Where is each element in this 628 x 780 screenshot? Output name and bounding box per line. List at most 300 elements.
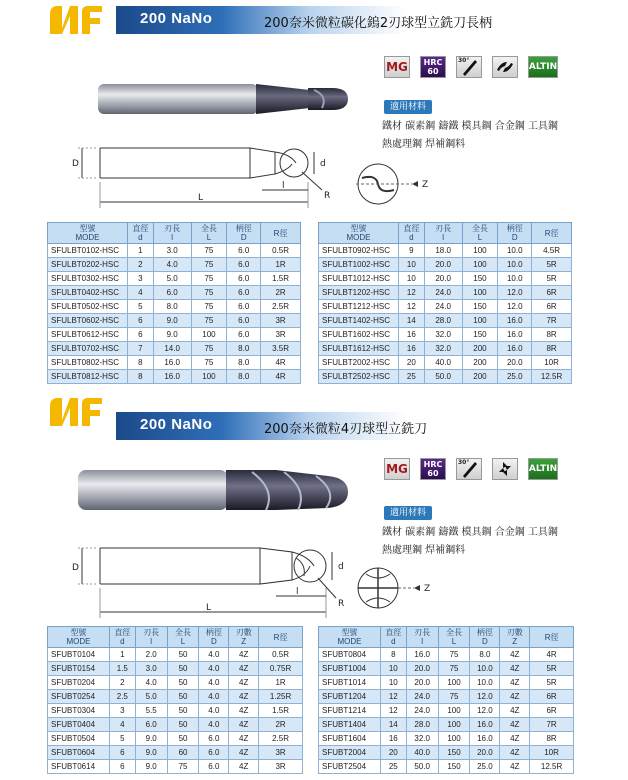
spec-cell: 1.5R <box>261 272 301 286</box>
spec-cell: 5R <box>530 662 574 676</box>
spec-cell: 16.0 <box>470 718 500 732</box>
spec-table-right <box>318 222 572 384</box>
spec-cell: 3 <box>127 272 153 286</box>
spec-cell: 75 <box>167 760 199 774</box>
table-row <box>48 272 301 286</box>
table-row <box>48 258 301 272</box>
helix-angle-icon: 30° <box>456 56 482 78</box>
spec-cell: 4 <box>109 718 135 732</box>
dim-d-label: d <box>338 562 344 572</box>
spec-cell: 100 <box>438 704 470 718</box>
spec-cell: 16.0 <box>498 328 532 342</box>
model-cell: SFUBT0254 <box>48 690 110 704</box>
spec-cell: 4.0 <box>199 718 229 732</box>
table-row <box>319 314 572 328</box>
spec-cell: 10R <box>532 356 572 370</box>
title-band <box>116 412 600 440</box>
spec-cell: 4Z <box>500 760 530 774</box>
spec-cell: 0.5R <box>259 648 303 662</box>
spec-cell: 4.0 <box>199 648 229 662</box>
brand-logo <box>48 396 104 430</box>
dim-Z-label: Z <box>424 584 431 594</box>
spec-cell: 8.0 <box>153 300 191 314</box>
column-header: 全長 L <box>167 627 199 648</box>
table-row <box>48 662 303 676</box>
table-row <box>48 718 303 732</box>
end-view-drawing <box>352 560 442 618</box>
spec-cell: 8.0 <box>470 648 500 662</box>
spec-cell: 6.0 <box>227 258 261 272</box>
model-cell: SFULBT1012-HSC <box>319 272 399 286</box>
table-row <box>319 342 572 356</box>
dim-d-label: d <box>320 159 326 169</box>
spec-cell: 75 <box>191 314 227 328</box>
mg-icon: MG <box>384 56 410 78</box>
spec-cell: 5.5 <box>135 704 167 718</box>
spec-cell: 50 <box>167 718 199 732</box>
model-cell: SFULBT0602-HSC <box>48 314 128 328</box>
table-header-row <box>48 627 303 648</box>
spec-cell: 20.0 <box>470 746 500 760</box>
column-header: 型號 MODE <box>319 223 399 244</box>
column-header: 全長 L <box>191 223 227 244</box>
spec-cell: 10.0 <box>498 258 532 272</box>
tool-drawing <box>70 138 350 210</box>
spec-cell: 16.0 <box>153 356 191 370</box>
spec-cell: 3R <box>259 760 303 774</box>
spec-cell: 4R <box>261 356 301 370</box>
apply-materials-text <box>382 118 592 154</box>
column-header: 柄徑 D <box>199 627 229 648</box>
spec-cell: 150 <box>438 760 470 774</box>
tool-photo <box>96 74 356 128</box>
model-cell: SFUBT1014 <box>319 676 381 690</box>
spec-cell: 12 <box>380 690 406 704</box>
spec-cell: 10 <box>398 272 424 286</box>
model-cell: SFUBT0604 <box>48 746 110 760</box>
spec-cell: 4.0 <box>199 662 229 676</box>
spec-cell: 4.0 <box>199 690 229 704</box>
spec-cell: 8 <box>380 648 406 662</box>
spec-cell: 6.0 <box>227 328 261 342</box>
spec-cell: 25.0 <box>470 760 500 774</box>
column-header: 型號 MODE <box>48 223 128 244</box>
spec-cell: 50 <box>167 704 199 718</box>
model-cell: SFUBT2504 <box>319 760 381 774</box>
spec-cell: 4Z <box>229 676 259 690</box>
apply-materials-label: 適用材料 <box>384 506 432 520</box>
title-band <box>116 6 600 34</box>
column-header: 柄徑 D <box>498 223 532 244</box>
table-row <box>319 746 574 760</box>
materials-line-2: 熱處理鋼 焊補鋼料 <box>382 139 466 150</box>
spec-cell: 8R <box>532 342 572 356</box>
column-header: 全長 L <box>462 223 498 244</box>
spec-cell: 75 <box>438 690 470 704</box>
spec-cell: 75 <box>191 272 227 286</box>
spec-cell: 20.0 <box>498 356 532 370</box>
table-row <box>319 356 572 370</box>
spec-cell: 6 <box>127 314 153 328</box>
spec-cell: 75 <box>191 356 227 370</box>
spec-cell: 4Z <box>229 662 259 676</box>
model-cell: SFULBT0612-HSC <box>48 328 128 342</box>
spec-cell: 40.0 <box>406 746 438 760</box>
spec-cell: 4.0 <box>199 676 229 690</box>
table-header-row <box>48 223 301 244</box>
model-cell: SFULBT1602-HSC <box>319 328 399 342</box>
table-row <box>319 704 574 718</box>
table-header-row <box>319 627 574 648</box>
model-cell: SFUBT1204 <box>319 690 381 704</box>
spec-cell: 10 <box>380 676 406 690</box>
spec-cell: 20.0 <box>424 258 462 272</box>
spec-cell: 12.0 <box>470 704 500 718</box>
spec-cell: 100 <box>462 258 498 272</box>
spec-cell: 20.0 <box>406 662 438 676</box>
spec-cell: 6.0 <box>227 272 261 286</box>
model-cell: SFUBT0204 <box>48 676 110 690</box>
table-row <box>319 676 574 690</box>
spec-cell: 6 <box>109 746 135 760</box>
helix-angle-icon: 30° <box>456 458 482 480</box>
column-header: 直徑 d <box>398 223 424 244</box>
spec-cell: 100 <box>191 370 227 384</box>
model-cell: SFULBT0202-HSC <box>48 258 128 272</box>
model-cell: SFULBT0302-HSC <box>48 272 128 286</box>
end-view-drawing <box>352 158 442 212</box>
spec-cell: 16.0 <box>498 342 532 356</box>
spec-cell: 100 <box>438 676 470 690</box>
column-header: 刃長 l <box>135 627 167 648</box>
dim-l-label: l <box>296 587 299 597</box>
table-row <box>48 746 303 760</box>
table-row <box>319 760 574 774</box>
spec-cell: 12 <box>398 286 424 300</box>
spec-cell: 4Z <box>500 732 530 746</box>
spec-cell: 6.0 <box>227 300 261 314</box>
spec-cell: 28.0 <box>424 314 462 328</box>
spec-cell: 8 <box>127 356 153 370</box>
spec-cell: 50.0 <box>406 760 438 774</box>
spec-cell: 50 <box>167 676 199 690</box>
column-header: R徑 <box>259 627 303 648</box>
spec-cell: 1.5R <box>259 704 303 718</box>
spec-cell: 10R <box>530 746 574 760</box>
model-cell: SFULBT1402-HSC <box>319 314 399 328</box>
spec-cell: 16.0 <box>470 732 500 746</box>
model-cell: SFUBT0104 <box>48 648 110 662</box>
spec-cell: 200 <box>462 370 498 384</box>
spec-cell: 4.0 <box>199 704 229 718</box>
column-header: 直徑 d <box>127 223 153 244</box>
spec-cell: 4Z <box>500 648 530 662</box>
column-header: 刃長 l <box>153 223 191 244</box>
table-row <box>48 732 303 746</box>
spec-cell: 100 <box>191 328 227 342</box>
spec-cell: 16.0 <box>498 314 532 328</box>
spec-cell: 2 <box>127 258 153 272</box>
spec-cell: 4R <box>530 648 574 662</box>
table-row <box>48 356 301 370</box>
table-row <box>48 370 301 384</box>
spec-cell: 9.0 <box>135 746 167 760</box>
spec-cell: 9.0 <box>135 732 167 746</box>
spec-cell: 6.0 <box>227 286 261 300</box>
spec-cell: 9 <box>398 244 424 258</box>
spec-cell: 6.0 <box>199 746 229 760</box>
spec-cell: 2 <box>109 676 135 690</box>
spec-cell: 1R <box>261 258 301 272</box>
spec-cell: 20.0 <box>406 676 438 690</box>
column-header: R徑 <box>532 223 572 244</box>
spec-cell: 3R <box>261 314 301 328</box>
table-row <box>319 732 574 746</box>
spec-cell: 7R <box>532 314 572 328</box>
spec-cell: 150 <box>462 328 498 342</box>
product-subtitle: 200奈米微粒4刃球型立銑刀 <box>264 422 428 437</box>
spec-cell: 9.0 <box>153 314 191 328</box>
materials-line-1: 鐵材 碳素鋼 鑄鐵 模具鋼 合金鋼 工具鋼 <box>382 527 558 538</box>
spec-cell: 4Z <box>500 718 530 732</box>
spec-cell: 0.75R <box>259 662 303 676</box>
model-cell: SFUBT1004 <box>319 662 381 676</box>
brand-logo <box>48 4 104 38</box>
mg-icon: MG <box>384 458 410 480</box>
dim-D-label: D <box>72 159 79 169</box>
table-row <box>319 718 574 732</box>
spec-cell: 12.5R <box>530 760 574 774</box>
spec-cell: 2R <box>259 718 303 732</box>
table-row <box>319 328 572 342</box>
spec-cell: 12.5R <box>532 370 572 384</box>
spec-table-left <box>47 222 301 384</box>
spec-cell: 16.0 <box>406 648 438 662</box>
spec-cell: 6 <box>109 760 135 774</box>
spec-cell: 20 <box>398 356 424 370</box>
spec-cell: 4.0 <box>153 258 191 272</box>
model-cell: SFULBT0402-HSC <box>48 286 128 300</box>
spec-cell: 8 <box>127 370 153 384</box>
spec-cell: 6.0 <box>227 244 261 258</box>
spec-cell: 75 <box>191 300 227 314</box>
dim-D-label: D <box>72 563 79 573</box>
table-row <box>319 258 572 272</box>
spec-cell: 6.0 <box>199 732 229 746</box>
spec-cell: 4Z <box>500 746 530 760</box>
model-cell: SFUBT2004 <box>319 746 381 760</box>
spec-cell: 4.5R <box>532 244 572 258</box>
spec-cell: 24.0 <box>424 300 462 314</box>
spec-cell: 16 <box>398 342 424 356</box>
model-cell: SFUBT1404 <box>319 718 381 732</box>
spec-cell: 6R <box>530 704 574 718</box>
spec-cell: 16.0 <box>153 370 191 384</box>
spec-cell: 4Z <box>229 732 259 746</box>
spec-table-right <box>318 626 574 774</box>
spec-cell: 6 <box>127 328 153 342</box>
spec-cell: 25 <box>398 370 424 384</box>
spec-cell: 14.0 <box>153 342 191 356</box>
model-cell: SFULBT2502-HSC <box>319 370 399 384</box>
model-cell: SFULBT0902-HSC <box>319 244 399 258</box>
spec-cell: 75 <box>191 258 227 272</box>
spec-cell: 1 <box>109 648 135 662</box>
spec-cell: 10.0 <box>498 272 532 286</box>
spec-cell: 32.0 <box>424 342 462 356</box>
table-row <box>48 314 301 328</box>
column-header: 直徑 d <box>109 627 135 648</box>
spec-cell: 75 <box>438 648 470 662</box>
spec-cell: 16 <box>398 328 424 342</box>
column-header: 柄徑 D <box>470 627 500 648</box>
spec-cell: 75 <box>191 244 227 258</box>
spec-cell: 50 <box>167 662 199 676</box>
spec-cell: 2.5R <box>261 300 301 314</box>
spec-cell: 8.0 <box>227 356 261 370</box>
tool-photo <box>76 462 356 526</box>
spec-cell: 200 <box>462 356 498 370</box>
spec-cell: 10 <box>380 662 406 676</box>
model-cell: SFUBT1604 <box>319 732 381 746</box>
spec-cell: 3.0 <box>135 662 167 676</box>
table-row <box>319 662 574 676</box>
column-header: 全長 L <box>438 627 470 648</box>
spec-cell: 10 <box>398 258 424 272</box>
spec-cell: 5 <box>127 300 153 314</box>
spec-cell: 3.0 <box>153 244 191 258</box>
dim-l-label: l <box>282 181 285 191</box>
apply-materials-text <box>382 524 592 560</box>
model-cell: SFUBT0154 <box>48 662 110 676</box>
table-row <box>319 690 574 704</box>
spec-cell: 32.0 <box>406 732 438 746</box>
spec-cell: 4 <box>127 286 153 300</box>
table-row <box>48 676 303 690</box>
spec-cell: 6.0 <box>135 718 167 732</box>
section-4flute <box>0 392 628 780</box>
column-header: 刃長 l <box>406 627 438 648</box>
spec-cell: 24.0 <box>406 690 438 704</box>
model-cell: SFUBT0614 <box>48 760 110 774</box>
model-cell: SFULBT0502-HSC <box>48 300 128 314</box>
spec-cell: 0.5R <box>261 244 301 258</box>
spec-cell: 4R <box>261 370 301 384</box>
spec-cell: 14 <box>380 718 406 732</box>
spec-cell: 5R <box>532 272 572 286</box>
feature-icons <box>384 458 558 482</box>
spec-cell: 4Z <box>229 760 259 774</box>
spec-cell: 8.0 <box>227 370 261 384</box>
table-row <box>319 370 572 384</box>
spec-cell: 12.0 <box>498 300 532 314</box>
table-row <box>48 300 301 314</box>
spec-cell: 4Z <box>500 676 530 690</box>
spec-cell: 75 <box>438 662 470 676</box>
column-header: 直徑 d <box>380 627 406 648</box>
spec-cell: 6R <box>532 286 572 300</box>
spec-cell: 150 <box>462 300 498 314</box>
spec-cell: 6.0 <box>199 760 229 774</box>
spec-table-left <box>47 626 303 774</box>
spec-cell: 12 <box>380 704 406 718</box>
hrc-icon: HRC 60 <box>420 458 446 480</box>
materials-line-1: 鐵材 碳素鋼 鑄鐵 模具鋼 合金鋼 工具鋼 <box>382 121 558 132</box>
spec-cell: 75 <box>191 286 227 300</box>
spec-cell: 1.5 <box>109 662 135 676</box>
spec-cell: 10.0 <box>498 244 532 258</box>
spec-cell: 12.0 <box>470 690 500 704</box>
spec-cell: 18.0 <box>424 244 462 258</box>
spec-cell: 3 <box>109 704 135 718</box>
spec-cell: 3R <box>261 328 301 342</box>
spec-cell: 12 <box>398 300 424 314</box>
hrc-icon: HRC 60 <box>420 56 446 78</box>
spec-cell: 28.0 <box>406 718 438 732</box>
product-subtitle: 200奈米微粒碳化鎢2刃球型立銑刀長柄 <box>264 16 493 31</box>
column-header: 刃長 l <box>424 223 462 244</box>
table-row <box>319 300 572 314</box>
spec-cell: 4Z <box>229 746 259 760</box>
table-row <box>48 328 301 342</box>
model-cell: SFUBT1214 <box>319 704 381 718</box>
two-flute-icon <box>492 56 518 78</box>
table-row <box>319 244 572 258</box>
spec-cell: 2.5R <box>259 732 303 746</box>
spec-cell: 6R <box>532 300 572 314</box>
model-cell: SFULBT1002-HSC <box>319 258 399 272</box>
dim-L-label: L <box>206 603 212 613</box>
spec-cell: 4Z <box>229 704 259 718</box>
table-row <box>48 690 303 704</box>
spec-cell: 1R <box>259 676 303 690</box>
spec-cell: 100 <box>438 718 470 732</box>
spec-cell: 3.5R <box>261 342 301 356</box>
column-header: 型號 MODE <box>319 627 381 648</box>
table-row <box>48 760 303 774</box>
spec-cell: 75 <box>191 342 227 356</box>
four-flute-icon <box>492 458 518 480</box>
table-row <box>48 704 303 718</box>
altin-coating-icon: ALTIN <box>528 56 558 78</box>
model-cell: SFUBT0304 <box>48 704 110 718</box>
spec-cell: 50 <box>167 690 199 704</box>
dim-L-label: L <box>198 193 204 203</box>
model-cell: SFUBT0504 <box>48 732 110 746</box>
column-header: 型號 MODE <box>48 627 110 648</box>
spec-cell: 12.0 <box>498 286 532 300</box>
spec-cell: 6.0 <box>153 286 191 300</box>
spec-cell: 1 <box>127 244 153 258</box>
model-cell: SFULBT0812-HSC <box>48 370 128 384</box>
spec-cell: 8R <box>532 328 572 342</box>
table-header-row <box>319 223 572 244</box>
spec-cell: 20.0 <box>424 272 462 286</box>
spec-cell: 2R <box>261 286 301 300</box>
spec-cell: 100 <box>462 244 498 258</box>
spec-cell: 100 <box>462 314 498 328</box>
spec-cell: 4.0 <box>135 676 167 690</box>
spec-cell: 200 <box>462 342 498 356</box>
spec-cell: 2.0 <box>135 648 167 662</box>
dim-Z-label: Z <box>422 180 429 190</box>
model-cell: SFULBT2002-HSC <box>319 356 399 370</box>
dim-R-label: R <box>324 191 331 201</box>
spec-cell: 60 <box>167 746 199 760</box>
column-header: R徑 <box>530 627 574 648</box>
spec-cell: 5.0 <box>153 272 191 286</box>
dim-R-label: R <box>338 599 345 609</box>
